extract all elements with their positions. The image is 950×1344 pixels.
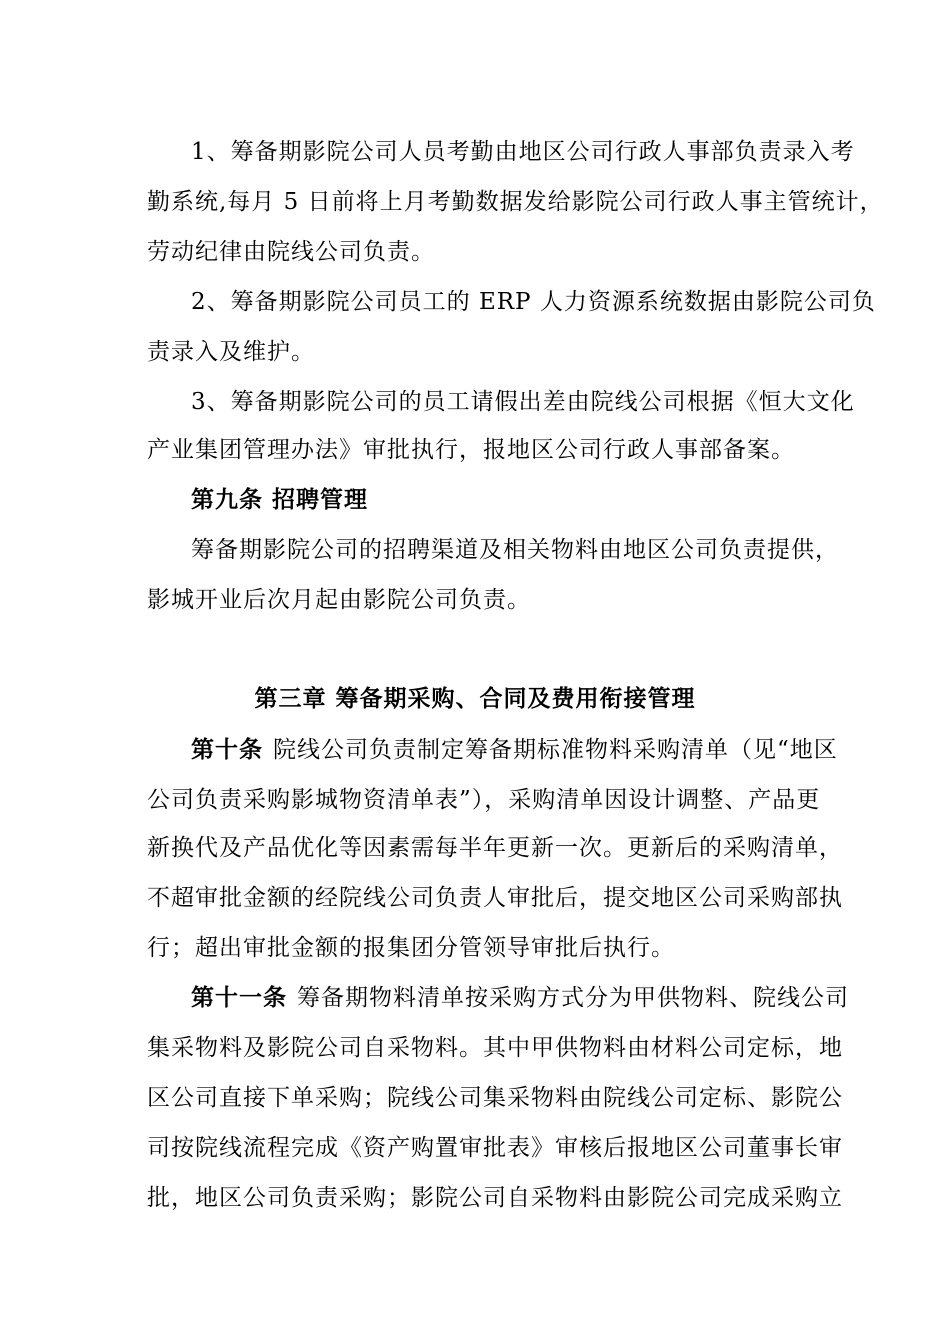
paragraph-line: 劳动纪律由院线公司负责。 <box>147 239 435 265</box>
paragraph-line: 影城开业后次月起由影院公司负责。 <box>147 587 531 613</box>
paragraph-line: 批，地区公司负责采购；影院公司自采物料由影院公司完成采购立 <box>147 1185 843 1211</box>
paragraph-line: 筹备期影院公司的招聘渠道及相关物料由地区公司负责提供， <box>191 537 839 563</box>
article-10-label: 第十条 <box>191 737 263 763</box>
paragraph-line: 公司负责采购影城物资清单表”），采购清单因设计调整、产品更 <box>147 787 821 813</box>
paragraph-line: 司按院线流程完成《资产购置审批表》审核后报地区公司董事长审 <box>147 1135 843 1161</box>
article-11-label: 第十一条 <box>191 985 287 1011</box>
paragraph-line: 3、筹备期影院公司的员工请假出差由院线公司根据《恒大文化 <box>191 389 855 415</box>
paragraph-line: 行；超出审批金额的报集团分管领导审批后执行。 <box>147 935 675 961</box>
paragraph-line: 新换代及产品优化等因素需每半年更新一次。更新后的采购清单， <box>147 835 843 861</box>
chapter-3-heading: 第三章 筹备期采购、合同及费用衔接管理 <box>254 686 696 712</box>
paragraph-line: 1、筹备期影院公司人员考勤由地区公司行政人事部负责录入考 <box>191 139 855 165</box>
article-11-first-line <box>191 983 849 1013</box>
article-9-title: 第九条 招聘管理 <box>191 487 369 513</box>
paragraph-line: 2、筹备期影院公司员工的 ERP 人力资源系统数据由影院公司负 <box>191 289 876 315</box>
paragraph-line: 责录入及维护。 <box>147 339 315 365</box>
paragraph-line: 产业集团管理办法》审批执行，报地区公司行政人事部备案。 <box>147 437 795 463</box>
paragraph-line: 集采物料及影院公司自采物料。其中甲供物料由材料公司定标，地 <box>147 1035 843 1061</box>
paragraph-line: 勤系统,每月 5 日前将上月考勤数据发给影院公司行政人事主管统计， <box>147 189 884 215</box>
paragraph-line: 区公司直接下单采购；院线公司集采物料由院线公司定标、影院公 <box>147 1085 843 1111</box>
article-10-text: 院线公司负责制定筹备期标准物料采购清单（见“地区 <box>273 737 838 763</box>
article-11-text: 筹备期物料清单按采购方式分为甲供物料、院线公司 <box>297 985 849 1011</box>
paragraph-line: 不超审批金额的经院线公司负责人审批后，提交地区公司采购部执 <box>147 885 843 911</box>
article-10-first-line <box>191 735 838 765</box>
